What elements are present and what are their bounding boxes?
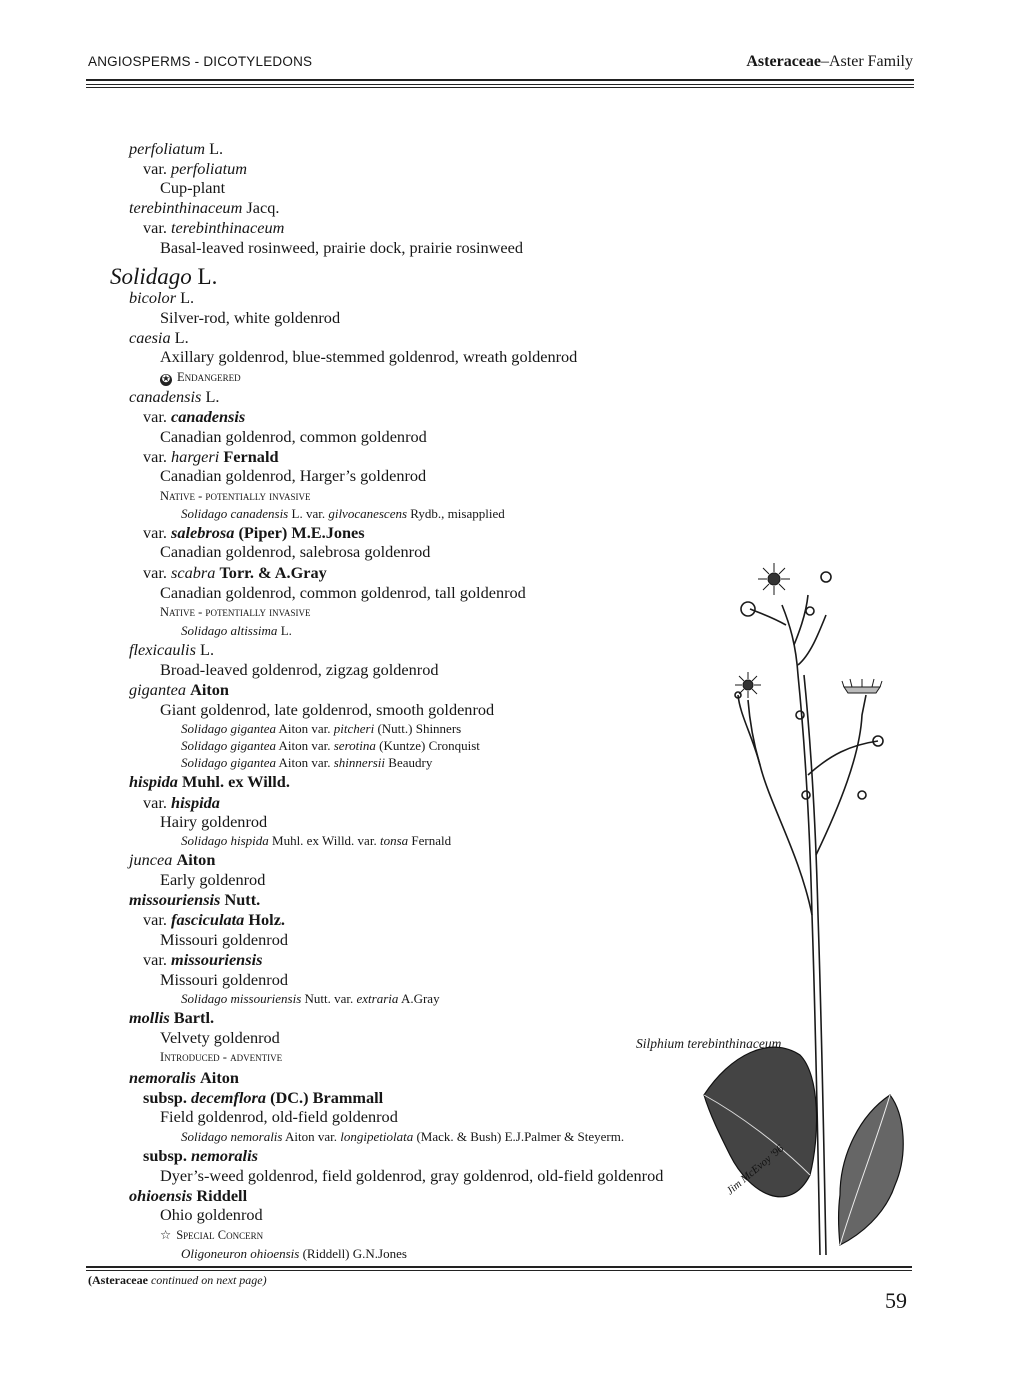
- synonym: Solidago hispida Muhl. ex Willd. var. tonsa Fernald: [181, 833, 452, 848]
- common-name: Canadian goldenrod, common goldenrod, tall goldenrod: [160, 583, 526, 602]
- footer-rule: [86, 1266, 912, 1268]
- synonym: Solidago canadensis L. var. gilvocanescens Rydb., misapplied: [181, 506, 505, 521]
- variety-entry: var. fasciculata Holz.: [143, 910, 285, 929]
- synonym: Solidago nemoralis Aiton var. longipetiolata (Mack. & Bush) E.J.Palmer & Steyerm.: [181, 1129, 625, 1144]
- common-name: Dyer’s-weed goldenrod, field goldenrod, gray goldenrod, old-field goldenrod: [160, 1166, 664, 1185]
- status-introduced: Introduced - adventive: [160, 1050, 283, 1064]
- variety-entry: var. perfoliatum: [143, 159, 248, 178]
- common-name: Canadian goldenrod, common goldenrod: [160, 427, 427, 446]
- star-outline-icon: ☆: [160, 1228, 172, 1242]
- common-name: Axillary goldenrod, blue-stemmed goldenrod, wreath goldenrod: [160, 347, 578, 366]
- variety-entry: var. hargeri Fernald: [143, 447, 279, 466]
- common-name: Silver-rod, white goldenrod: [160, 308, 341, 327]
- common-name: Field goldenrod, old-field goldenrod: [160, 1107, 398, 1126]
- synonym: Solidago missouriensis Nutt. var. extraria A.Gray: [181, 991, 440, 1006]
- common-name: Canadian goldenrod, Harger’s goldenrod: [160, 466, 427, 485]
- synonym: Solidago gigantea Aiton var. shinnersii Beaudry: [181, 755, 433, 770]
- continuation-note: (Asteraceae continued on next page): [88, 1273, 267, 1287]
- header-rule: [86, 79, 914, 81]
- species-entry: juncea Aiton: [129, 850, 216, 869]
- species-entry: hispida Muhl. ex Willd.: [129, 772, 290, 791]
- silphium-illustration: [690, 555, 910, 1265]
- subspecies-entry: subsp. decemflora (DC.) Brammall: [143, 1088, 384, 1107]
- header-rule: [86, 87, 914, 88]
- common-name: Ohio goldenrod: [160, 1205, 263, 1224]
- status-native-invasive: Native - potentially invasive: [160, 605, 311, 619]
- subspecies-entry: subsp. nemoralis: [143, 1146, 258, 1165]
- synonym: Oligoneuron ohioensis (Riddell) G.N.Jones: [181, 1246, 407, 1261]
- running-header-right: [746, 53, 913, 71]
- common-name: Cup-plant: [160, 178, 226, 197]
- species-entry: terebinthinaceum Jacq.: [129, 198, 280, 217]
- illustrator-signature: Jim McEvoy '96: [724, 1142, 787, 1198]
- status-special-concern: ☆ Special Concern: [160, 1228, 264, 1242]
- species-entry: perfoliatum L.: [129, 139, 224, 158]
- filled-circle-icon: ✪: [161, 374, 171, 385]
- common-name: Missouri goldenrod: [160, 930, 288, 949]
- synonym: Solidago gigantea Aiton var. pitcheri (Nutt.) Shinners: [181, 721, 462, 736]
- footer-rule: [86, 1270, 912, 1271]
- species-entry: caesia L.: [129, 328, 189, 347]
- species-entry: nemoralis Aiton: [129, 1068, 239, 1087]
- species-entry: gigantea Aiton: [129, 680, 229, 699]
- common-name: Basal-leaved rosinweed, prairie dock, prairie rosinweed: [160, 238, 524, 257]
- status-endangered: ✪ Endangered: [161, 370, 241, 385]
- variety-entry: var. salebrosa (Piper) M.E.Jones: [143, 523, 365, 542]
- common-name: Giant goldenrod, late goldenrod, smooth goldenrod: [160, 700, 495, 719]
- status-native-invasive: Native - potentially invasive: [160, 489, 311, 503]
- variety-entry: var. scabra Torr. & A.Gray: [143, 563, 327, 582]
- species-entry: canadensis L.: [129, 387, 220, 406]
- species-entry: ohioensis Riddell: [129, 1186, 248, 1205]
- running-header-left: ANGIOSPERMS - DICOTYLEDONS: [88, 54, 313, 69]
- variety-entry: var. terebinthinaceum: [143, 218, 285, 237]
- synonym: Solidago gigantea Aiton var. serotina (Kuntze) Cronquist: [181, 738, 480, 753]
- synonym: Solidago altissima L.: [181, 623, 292, 638]
- variety-entry: var. hispida: [143, 793, 220, 812]
- common-name: Broad-leaved goldenrod, zigzag goldenrod: [160, 660, 439, 679]
- variety-entry: var. canadensis: [143, 407, 246, 426]
- family-separator: –: [821, 53, 829, 70]
- variety-entry: var. missouriensis: [143, 950, 263, 969]
- page-number: 59: [885, 1288, 907, 1313]
- common-name: Missouri goldenrod: [160, 970, 288, 989]
- common-name: Hairy goldenrod: [160, 812, 268, 831]
- family-common: Aster Family: [829, 53, 913, 70]
- common-name: Velvety goldenrod: [160, 1028, 280, 1047]
- species-entry: missouriensis Nutt.: [129, 890, 261, 909]
- genus-heading: Solidago L.: [110, 264, 218, 289]
- common-name: Early goldenrod: [160, 870, 266, 889]
- illustration-caption: Silphium terebinthinaceum: [636, 1036, 782, 1051]
- species-entry: flexicaulis L.: [129, 640, 215, 659]
- species-entry: mollis Bartl.: [129, 1008, 215, 1027]
- family-latin: Asteraceae: [746, 53, 821, 70]
- species-entry: bicolor L.: [129, 288, 195, 307]
- header-rule: [86, 84, 914, 85]
- common-name: Canadian goldenrod, salebrosa goldenrod: [160, 542, 431, 561]
